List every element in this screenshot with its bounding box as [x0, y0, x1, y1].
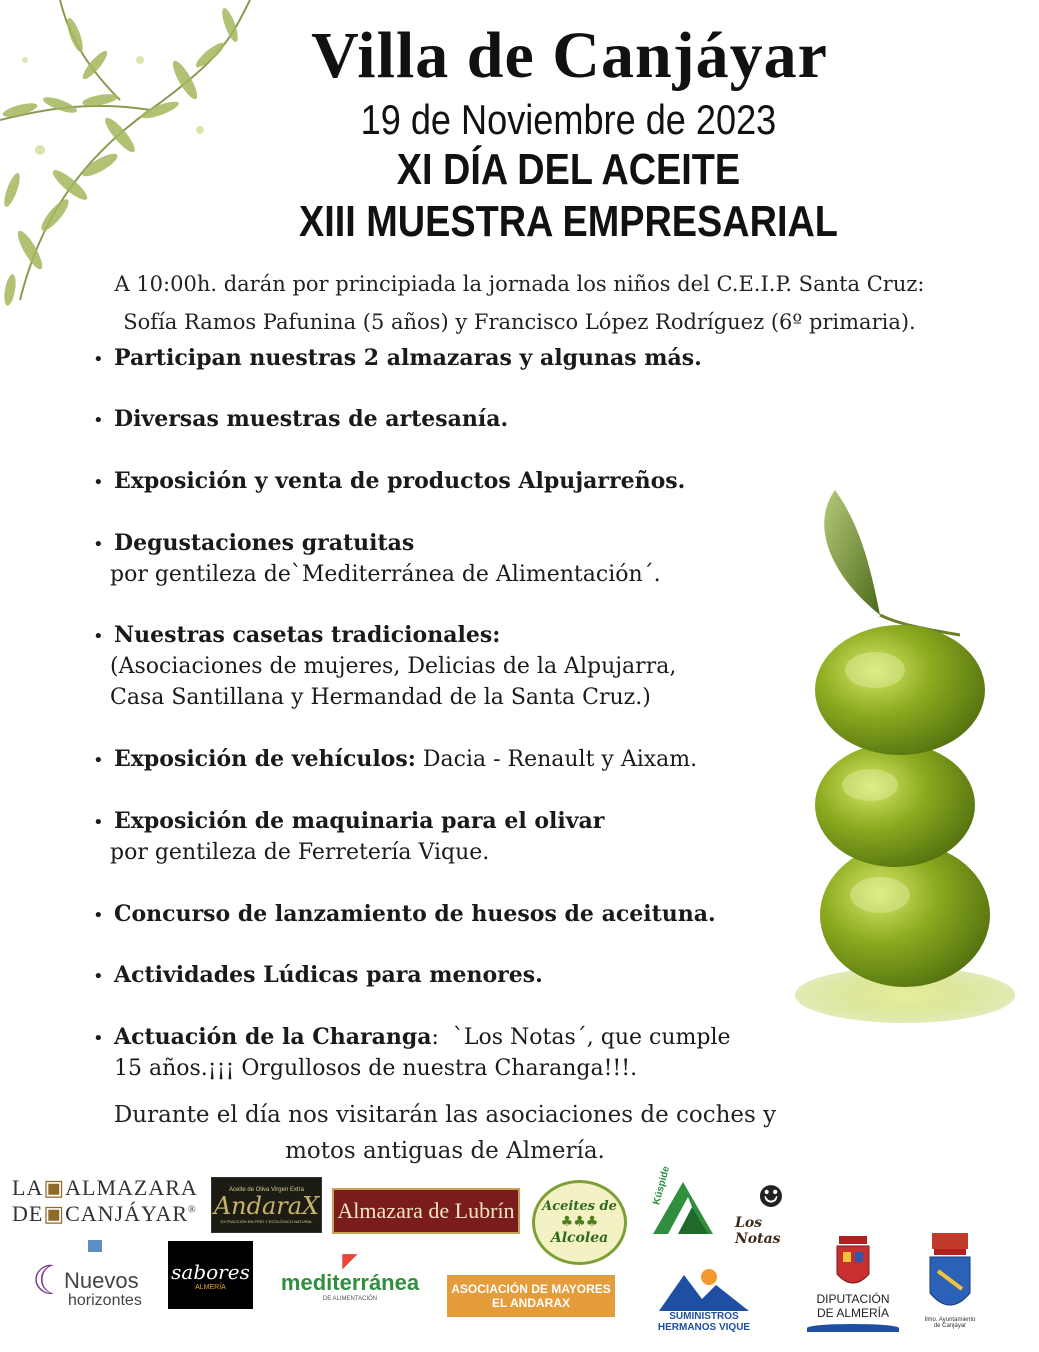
sail-icon: ◤ [342, 1248, 358, 1272]
event-heading-dia-aceite: XI DÍA DEL ACEITE [396, 145, 741, 194]
logo-text: LA [12, 1175, 44, 1200]
logo-almazara-lubrin [332, 1188, 520, 1234]
musician-icon: ☻ [757, 1179, 785, 1215]
logo-text: AndaraX [213, 1191, 320, 1220]
list-item-artesania [93, 404, 508, 436]
list-item-bold: Exposición y venta de productos Alpujarreños. [114, 468, 686, 494]
logo-sabores-almeria [168, 1241, 253, 1309]
logo-andarax [211, 1177, 322, 1233]
bullet-icon: • [93, 472, 104, 493]
list-item-sub: por gentileza de`Mediterránea de Alimentación´. [110, 562, 661, 587]
list-item-almazaras [93, 343, 702, 375]
crest-icon: ▣ [43, 1201, 66, 1226]
list-item-sub: por gentileza de Ferretería Vique. [110, 840, 490, 865]
logo-suministros-vique [645, 1258, 763, 1340]
list-item-bold: Actuación de la Charanga [114, 1024, 432, 1050]
closing-line-2: motos antiguas de Almería. [285, 1138, 605, 1164]
bullet-icon: • [93, 905, 104, 926]
list-item-vehiculos [93, 744, 697, 776]
logo-text: HERMANOS VIQUE [657, 1322, 751, 1333]
list-item-maquinaria [93, 806, 604, 838]
logo-ayuntamiento-canjayar [915, 1222, 985, 1337]
logo-text: Alcolea [550, 1230, 609, 1246]
bullet-icon: • [93, 534, 104, 555]
bullet-icon: • [93, 1028, 104, 1049]
olive-trees-icon: ♣♣♣ [560, 1214, 599, 1230]
list-item-charanga [93, 1022, 731, 1054]
list-item-bold: Exposición de vehículos: [114, 746, 416, 772]
list-item-concurso [93, 899, 716, 931]
list-item-productos [93, 466, 685, 498]
logo-diputacion-almeria [803, 1228, 903, 1340]
logo-text: ALMERÍA [195, 1283, 226, 1291]
logo-text: Aceites de [542, 1199, 617, 1214]
mountain-sun-icon [654, 1265, 754, 1311]
olives-illustration [790, 485, 1020, 1030]
closing-line-1: Durante el día nos visitarán las asociaciones de coches y [113, 1102, 777, 1128]
logo-nuevos-horizontes [32, 1240, 162, 1320]
event-heading-muestra: XIII MUESTRA EMPRESARIAL [298, 197, 838, 246]
list-item-bold: Actividades Lúdicas para menores. [114, 962, 543, 988]
list-item-actividades [93, 960, 543, 992]
wave-icon [807, 1324, 899, 1332]
logo-text: Almazara de Lubrín [337, 1198, 515, 1223]
logo-text: ASOCIACIÓN DE MAYORES [451, 1282, 611, 1296]
intro-line-2: Sofía Ramos Pafunina (5 años) y Francisco López Rodríguez (6º primaria). [123, 310, 916, 334]
list-item-rest: : `Los Notas´, que cumple [431, 1025, 731, 1050]
bullet-icon: • [93, 966, 104, 987]
logo-text: DE [12, 1201, 44, 1226]
logo-text: mediterránea [280, 1270, 420, 1295]
logo-text: EXTRACCIÓN EN FRÍO Y ECOLÓGICO NATURAL [220, 1218, 313, 1224]
logo-text: sabores [171, 1259, 250, 1284]
logo-text: SUMINISTROS [669, 1311, 739, 1322]
list-item-sub: (Asociaciones de mujeres, Delicias de la Alpujarra, [110, 654, 677, 679]
logo-almazara-canjayar [12, 1175, 198, 1226]
logo-text: DIPUTACIÓN [816, 1292, 890, 1306]
logo-text: Aceite de Oliva Virgen Extra [229, 1186, 304, 1193]
bullet-icon: • [93, 410, 104, 431]
logo-text: CANJÁYAR [65, 1201, 189, 1226]
bullet-icon: • [93, 626, 104, 647]
list-item-bold: Concurso de lanzamiento de huesos de aceituna. [114, 901, 716, 927]
intro-line-1: A 10:00h. darán por principiada la jornada los niños del C.E.I.P. Santa Cruz: [114, 272, 925, 296]
list-item-bold: Diversas muestras de artesanía. [114, 406, 509, 432]
town-shield-icon [926, 1231, 974, 1317]
logo-text: DE ALIMENTACIÓN [322, 1296, 378, 1302]
crest-icon: ▣ [43, 1175, 66, 1200]
logo-los-notas [735, 1172, 807, 1254]
list-item-degustaciones [93, 528, 414, 560]
badge-icon [88, 1240, 102, 1252]
list-item-sub: 15 años.¡¡¡ Orgullosos de nuestra Charanga!!!. [114, 1056, 638, 1081]
logo-mediterranea [270, 1246, 430, 1306]
logo-text: Kúspide [651, 1165, 673, 1206]
logo-text: Los Notas [735, 1214, 781, 1247]
list-item-bold: Degustaciones gratuitas [114, 530, 415, 556]
list-item-bold: Participan nuestras 2 almazaras y algunas más. [114, 345, 702, 371]
logo-text: DE ALMERÍA [816, 1306, 890, 1320]
logo-kuspide [648, 1165, 718, 1238]
logo-text: EL ANDARAX [491, 1296, 570, 1310]
logo-asociacion-mayores [447, 1275, 615, 1317]
logo-aceites-alcolea [532, 1180, 627, 1265]
event-title: Villa de Canjáyar [311, 19, 828, 92]
list-item-casetas [93, 620, 500, 652]
list-item-bold: Nuestras casetas tradicionales: [114, 622, 501, 648]
logo-text: horizontes [68, 1292, 142, 1309]
bullet-icon: • [93, 812, 104, 833]
list-item-sub: Casa Santillana y Hermandad de la Santa Cruz.) [110, 685, 651, 710]
coat-of-arms-icon [833, 1236, 873, 1292]
list-item-rest: Dacia - Renault y Aixam. [415, 747, 698, 772]
bullet-icon: • [93, 750, 104, 771]
logo-text: Nuevos [64, 1268, 139, 1293]
list-item-bold: Exposición de maquinaria para el olivar [114, 808, 605, 834]
logo-text: Ilmo. Ayuntamiento [924, 1316, 976, 1323]
logo-text: ALMAZARA [65, 1175, 198, 1200]
event-date: 19 de Noviembre de 2023 [360, 96, 777, 143]
logo-text: de Canjáyar [933, 1322, 967, 1329]
logo-text: ® [188, 1204, 197, 1216]
woman-profile-icon: ☾ [32, 1258, 68, 1304]
bullet-icon: • [93, 349, 104, 370]
